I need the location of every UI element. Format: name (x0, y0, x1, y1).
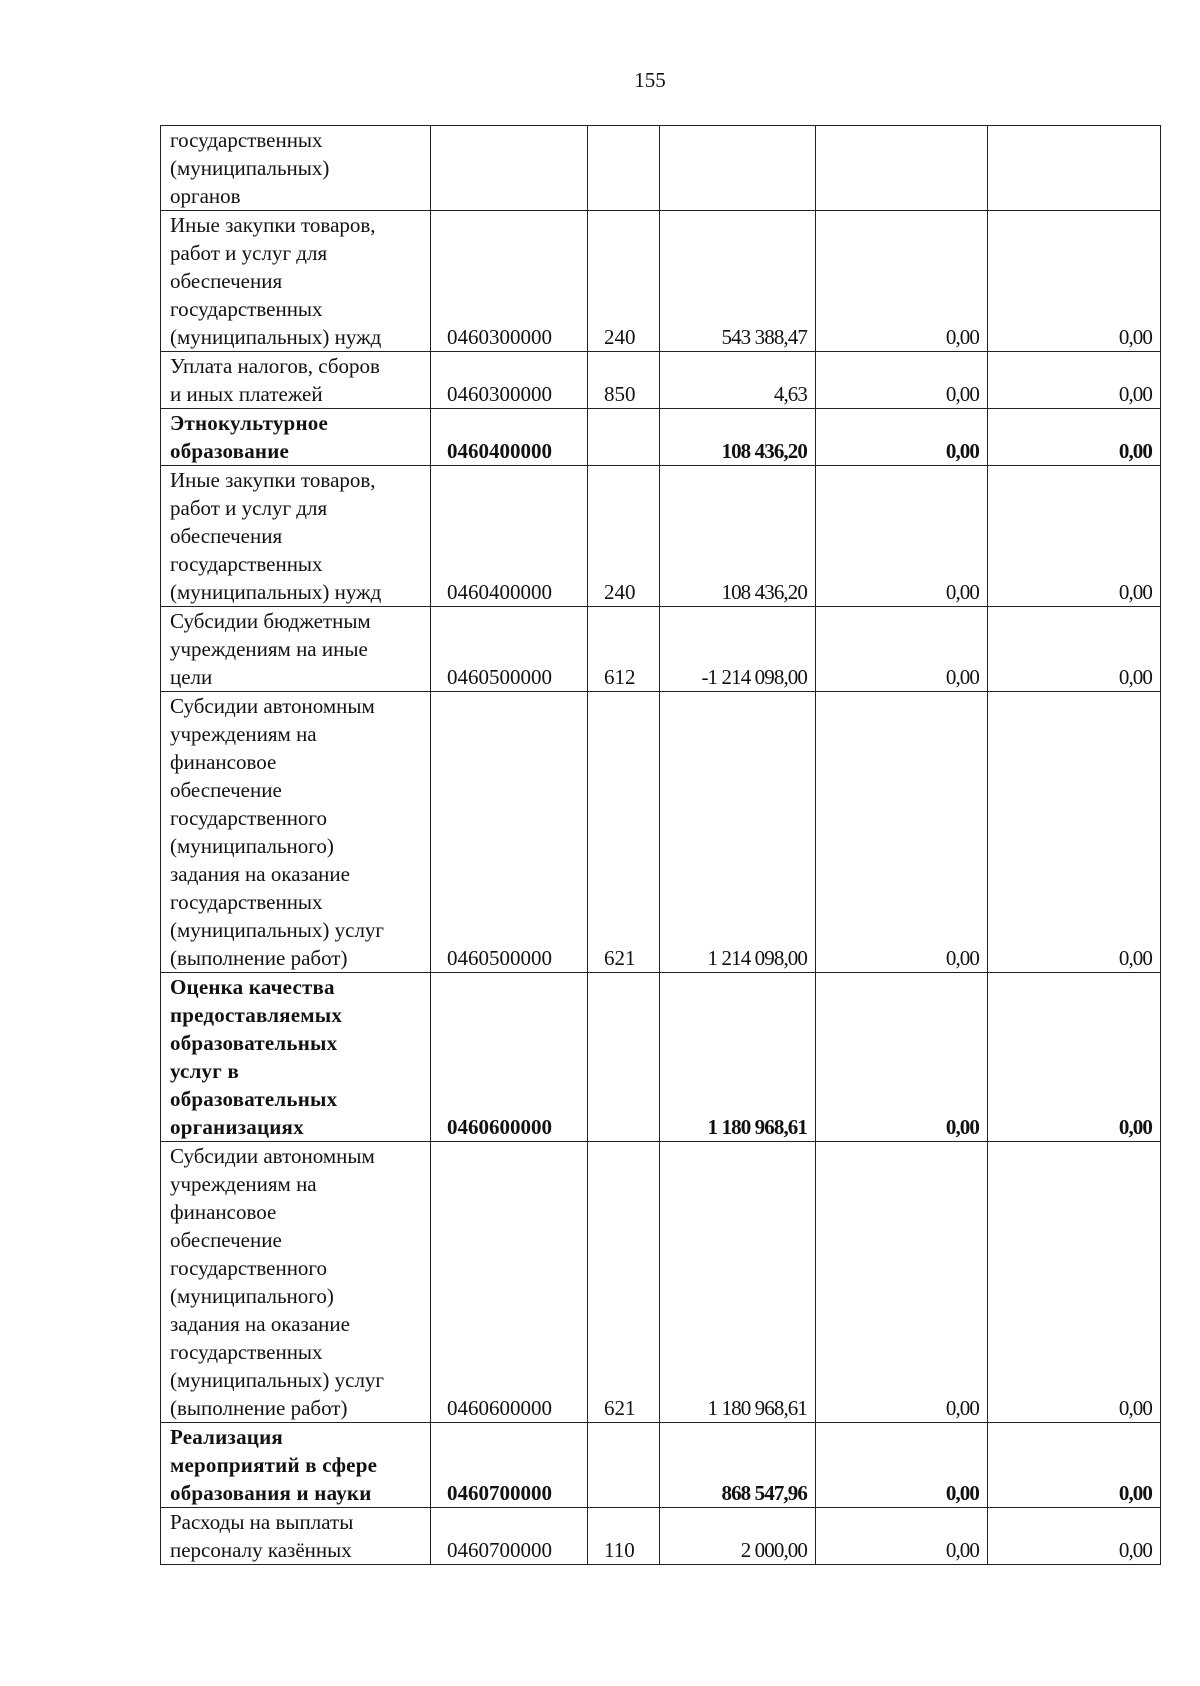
amount-cell: 0,00 (988, 1508, 1161, 1565)
table-row (161, 692, 1161, 973)
row-name-cell: Этнокультурное образование (161, 409, 431, 466)
target-code-cell: 0460300000 (431, 211, 588, 352)
expense-type-cell (588, 126, 660, 211)
amount-cell: -1 214 098,00 (660, 607, 816, 692)
amount-cell: 0,00 (988, 211, 1161, 352)
amount-cell: 0,00 (816, 211, 988, 352)
row-name-cell: Уплата налогов, сборов и иных платежей (161, 352, 431, 409)
target-code-cell: 0460400000 (431, 409, 588, 466)
row-name-cell: государственных (муниципальных) органов (161, 126, 431, 211)
table-row (161, 1423, 1161, 1508)
target-code-cell: 0460300000 (431, 352, 588, 409)
amount-cell: 0,00 (816, 1508, 988, 1565)
amount-cell: 543 388,47 (660, 211, 816, 352)
amount-cell: 0,00 (816, 607, 988, 692)
amount-cell (816, 126, 988, 211)
amount-cell: 0,00 (816, 1142, 988, 1423)
amount-cell: 108 436,20 (660, 409, 816, 466)
target-code-cell: 0460600000 (431, 973, 588, 1142)
amount-cell: 0,00 (816, 1423, 988, 1508)
row-name-cell: Реализация мероприятий в сфере образования и науки (161, 1423, 431, 1508)
row-name-cell: Расходы на выплаты персоналу казённых (161, 1508, 431, 1565)
expense-type-cell: 612 (588, 607, 660, 692)
row-name-cell: Субсидии автономным учреждениям на финансовое обеспечение государственного (муниципального) задания на оказание государственных (муниципальных) услуг (выполнение работ) (161, 692, 431, 973)
row-name-cell: Оценка качества предоставляемых образовательных услуг в образовательных организациях (161, 973, 431, 1142)
target-code-cell: 0460700000 (431, 1508, 588, 1565)
amount-cell: 0,00 (816, 466, 988, 607)
target-code-cell: 0460500000 (431, 692, 588, 973)
amount-cell: 4,63 (660, 352, 816, 409)
amount-cell: 0,00 (988, 1423, 1161, 1508)
amount-cell: 0,00 (988, 1142, 1161, 1423)
expense-type-cell (588, 973, 660, 1142)
table-row (161, 409, 1161, 466)
table-row (161, 973, 1161, 1142)
row-name-cell: Субсидии бюджетным учреждениям на иные цели (161, 607, 431, 692)
table-row (161, 352, 1161, 409)
amount-cell: 2 000,00 (660, 1508, 816, 1565)
row-name-cell: Субсидии автономным учреждениям на финансовое обеспечение государственного (муниципального) задания на оказание государственных (муниципальных) услуг (выполнение работ) (161, 1142, 431, 1423)
amount-cell (660, 126, 816, 211)
budget-table-body (161, 126, 1161, 1565)
expense-type-cell: 110 (588, 1508, 660, 1565)
amount-cell: 1 180 968,61 (660, 1142, 816, 1423)
amount-cell: 868 547,96 (660, 1423, 816, 1508)
amount-cell: 108 436,20 (660, 466, 816, 607)
page-number: 155 (634, 68, 666, 92)
amount-cell: 0,00 (816, 692, 988, 973)
table-row (161, 1508, 1161, 1565)
amount-cell: 0,00 (816, 409, 988, 466)
amount-cell: 0,00 (988, 352, 1161, 409)
target-code-cell: 0460700000 (431, 1423, 588, 1508)
amount-cell: 0,00 (988, 973, 1161, 1142)
table-row (161, 466, 1161, 607)
amount-cell: 0,00 (816, 973, 988, 1142)
table-row (161, 1142, 1161, 1423)
row-name-cell: Иные закупки товаров, работ и услуг для обеспечения государственных (муниципальных) нужд (161, 211, 431, 352)
expense-type-cell (588, 409, 660, 466)
expense-type-cell: 850 (588, 352, 660, 409)
amount-cell: 0,00 (816, 352, 988, 409)
table-row (161, 126, 1161, 211)
amount-cell: 0,00 (988, 692, 1161, 973)
expense-type-cell: 621 (588, 1142, 660, 1423)
target-code-cell: 0460400000 (431, 466, 588, 607)
budget-table (160, 125, 1161, 1565)
amount-cell: 0,00 (988, 607, 1161, 692)
target-code-cell (431, 126, 588, 211)
expense-type-cell (588, 1423, 660, 1508)
target-code-cell: 0460600000 (431, 1142, 588, 1423)
row-name-cell: Иные закупки товаров, работ и услуг для обеспечения государственных (муниципальных) нужд (161, 466, 431, 607)
expense-type-cell: 621 (588, 692, 660, 973)
amount-cell: 0,00 (988, 409, 1161, 466)
expense-type-cell: 240 (588, 211, 660, 352)
amount-cell: 1 180 968,61 (660, 973, 816, 1142)
amount-cell: 0,00 (988, 466, 1161, 607)
table-row (161, 607, 1161, 692)
table-row (161, 211, 1161, 352)
target-code-cell: 0460500000 (431, 607, 588, 692)
amount-cell: 1 214 098,00 (660, 692, 816, 973)
expense-type-cell: 240 (588, 466, 660, 607)
amount-cell (988, 126, 1161, 211)
